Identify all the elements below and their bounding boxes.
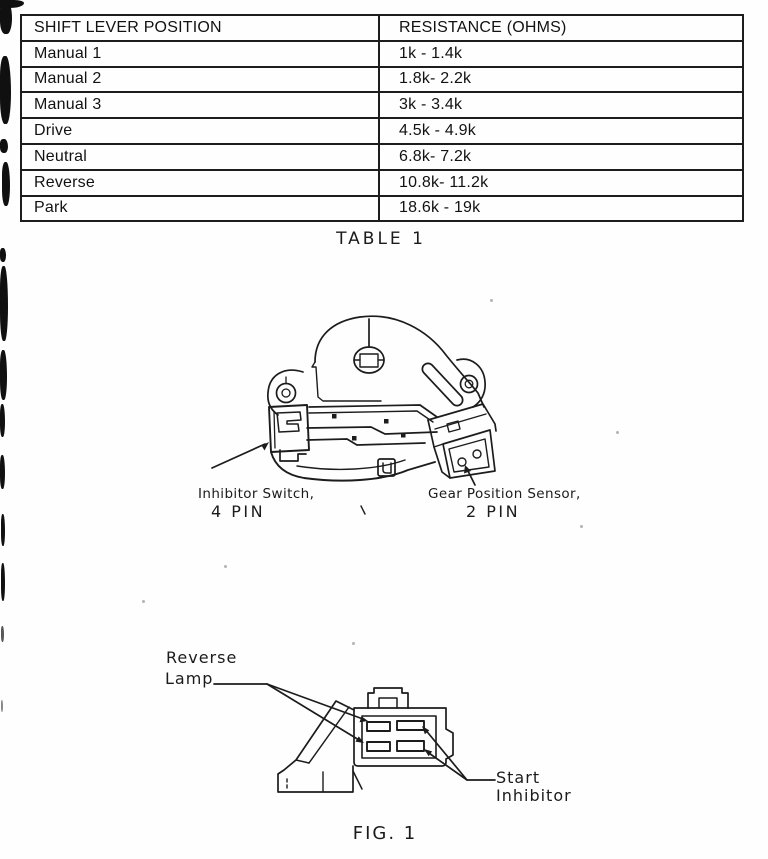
- table-row: [21, 170, 743, 196]
- label-reverse-lamp-line2: Lamp: [165, 669, 214, 688]
- cell-resistance: 10.8k- 11.2k: [379, 170, 743, 196]
- label-4-pin: 4 PIN: [211, 502, 266, 521]
- cell-shift-position: Drive: [21, 118, 379, 144]
- cell-resistance: 3k - 3.4k: [379, 92, 743, 118]
- cell-shift-position: Reverse: [21, 170, 379, 196]
- cell-shift-position: Manual 3: [21, 92, 379, 118]
- table-header-row: [21, 15, 743, 41]
- cell-resistance: 6.8k- 7.2k: [379, 144, 743, 170]
- table-caption: TABLE 1: [336, 229, 426, 249]
- label-reverse-lamp-line1: Reverse: [166, 648, 238, 667]
- figure-caption: FIG. 1: [352, 823, 418, 844]
- column-header-shift-lever-position: SHIFT LEVER POSITION: [21, 15, 379, 41]
- cell-resistance: 18.6k - 19k: [379, 196, 743, 222]
- label-start-inhibitor-line2: Inhibitor: [496, 786, 572, 805]
- cell-resistance: 1k - 1.4k: [379, 41, 743, 67]
- label-start-inhibitor-line1: Start: [496, 768, 541, 787]
- table-row: [21, 67, 743, 93]
- label-inhibitor-switch: Inhibitor Switch,: [198, 486, 315, 502]
- label-2-pin: 2 PIN: [466, 502, 521, 521]
- column-header-resistance: RESISTANCE (OHMS): [379, 15, 743, 41]
- cell-shift-position: Park: [21, 196, 379, 222]
- table-row: [21, 144, 743, 170]
- cell-shift-position: Manual 1: [21, 41, 379, 67]
- table-row: [21, 118, 743, 144]
- resistance-table: [20, 14, 744, 222]
- cell-shift-position: Manual 2: [21, 67, 379, 93]
- cell-shift-position: Neutral: [21, 144, 379, 170]
- table-row: [21, 92, 743, 118]
- cell-resistance: 4.5k - 4.9k: [379, 118, 743, 144]
- table-row: [21, 196, 743, 222]
- cell-resistance: 1.8k- 2.2k: [379, 67, 743, 93]
- label-gear-position-sensor: Gear Position Sensor,: [428, 486, 581, 502]
- table-row: [21, 41, 743, 67]
